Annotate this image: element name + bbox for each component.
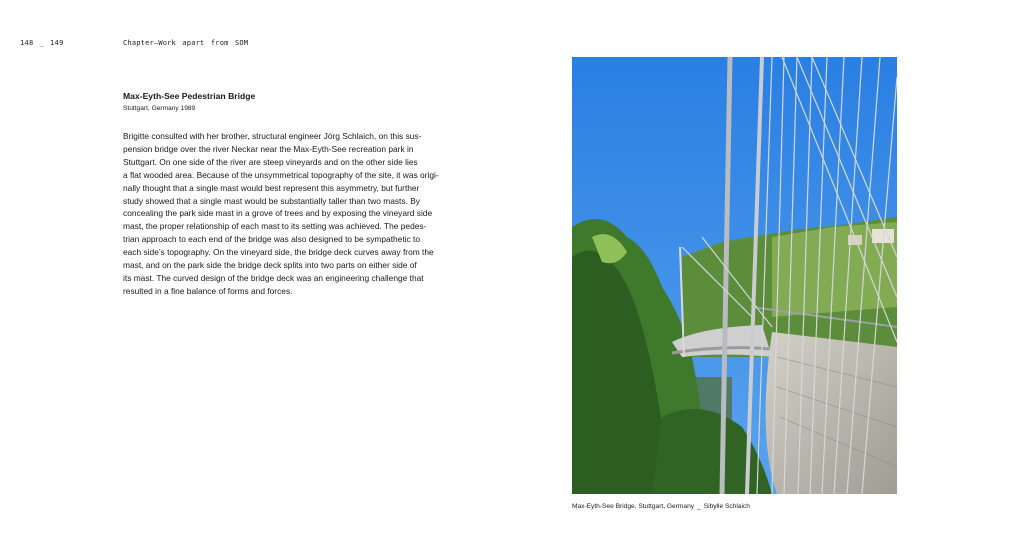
body-line: each side’s topography. On the vineyard side, the bridge deck curves away from the (123, 247, 434, 258)
body-line: nally thought that a single mast would best represent this asymmetry, but further (123, 182, 420, 193)
body-line: study showed that a single mast would be substantially taller than two masts. By (123, 195, 420, 206)
article-body (123, 130, 449, 298)
chapter-heading: Chapter—Work apart from SOM (123, 39, 249, 47)
caption-credit: Sibylle Schlaich (703, 503, 750, 510)
body-line: trian approach to each end of the bridge was also designed to be sympathetic to (123, 234, 421, 245)
bridge-photo-illustration (572, 57, 897, 494)
page-number-left: 148 (20, 39, 34, 47)
page-numbers (20, 39, 64, 47)
body-line: pension bridge over the river Neckar near the Max-Eyth-See recreation park in (123, 143, 414, 154)
body-line: its mast. The curved design of the bridge deck was an engineering challenge that (123, 272, 424, 283)
body-line: a flat wooded area. Because of the unsymmetrical topography of the site, it was origi- (123, 169, 439, 180)
article (123, 90, 453, 298)
bridge-photo (572, 57, 897, 494)
caption-separator: _ (697, 503, 701, 510)
article-title: Max-Eyth-See Pedestrian Bridge (123, 91, 256, 101)
article-subtitle: Stuttgart, Germany 1989 (123, 105, 196, 112)
body-line: mast, the proper relationship of each mast to its setting was achieved. The pedes- (123, 221, 427, 232)
body-line: concealing the park side mast in a grove of trees and by exposing the vineyard side (123, 208, 433, 219)
page-number-right: 149 (50, 39, 64, 47)
body-line: resulted in a fine balance of forms and forces. (123, 285, 293, 296)
caption-title: Max-Eyth-See Bridge, Stuttgart, Germany (572, 503, 695, 510)
photo-caption (572, 503, 750, 510)
body-line: mast, and on the park side the bridge deck splits into two parts on either side of (123, 260, 417, 271)
body-line: Brigitte consulted with her brother, structural engineer Jörg Schlaich, on this sus- (123, 131, 422, 141)
running-header (20, 39, 64, 47)
page-number-separator: _ (39, 39, 45, 47)
body-line: Stuttgart. On one side of the river are steep vineyards and on the other side lies (123, 156, 418, 167)
